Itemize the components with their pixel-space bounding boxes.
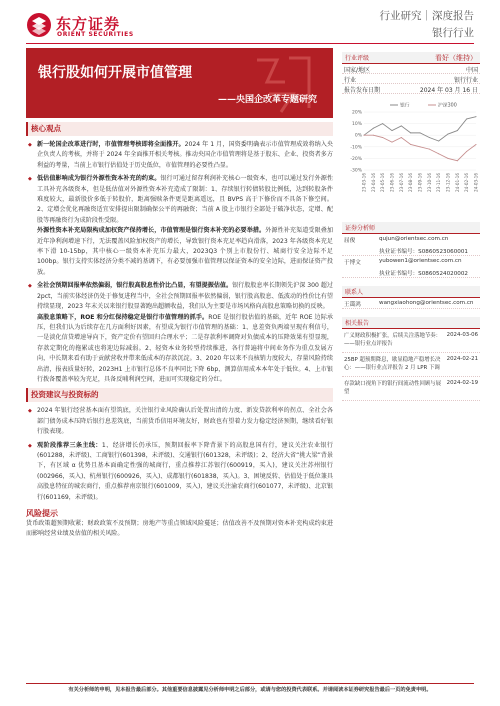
banner-decoration-icon — [249, 50, 321, 116]
analyst-name: 屈俊 — [344, 238, 356, 244]
paragraph-text: ROE 是银行股估值的基础，近年 ROE 边际承压，但我们认为后续存在几方面利好因素，有望成为银行市值管理的基础：1、息差资负两端呈现有利信号，一是淡化信贷增速导向下，资产定价有望回归合理水平；二是存款利率调降对负债成本的压降效果有望显现，存款定期化的拖累或也将迎边际减弱。2、轻资本业务转型持续推进，各行普遍将中间业务作为重点发展方向，中长期来看有助于贡献营收并带来低成本的存款沉淀。3、2020 年以来不良核销力度较大，存量风险持续出清，报表质量好转，2023H1 上市银行总体不良率同比下降 6bp，测算信用成本本年处于低位。4、上市银行拨备覆盖率较为充足，具备反哺利润空间，进而可实现稳定的分红。 — [37, 313, 333, 383]
header-divider — [26, 43, 474, 44]
data-point — [438, 141, 439, 142]
data-point — [392, 130, 393, 131]
bullet-icon: ◆ — [28, 176, 32, 183]
paragraph-lead: 全社会预期回报率依然偏弱，银行股高股息性价比凸显，有望提振估值。 — [37, 282, 233, 290]
core-view-paragraph — [26, 140, 333, 171]
bullet-icon: ◆ — [28, 142, 32, 148]
section-core-view — [26, 122, 333, 136]
brand-name-cn: 东方证券 — [56, 15, 121, 33]
related-report-title[interactable]: 存款缺口视角下的银行间流动性回顾与展望 — [344, 381, 442, 395]
x-tick-label: 24-03-16 — [473, 173, 479, 193]
data-point — [420, 146, 421, 147]
invest-paragraph — [26, 406, 333, 437]
related-report[interactable] — [342, 353, 480, 377]
main-content — [26, 122, 333, 539]
analyst-email[interactable]: yubowen1@orientsec.com.cn — [379, 258, 462, 264]
data-point — [457, 160, 458, 161]
section-marker — [26, 122, 28, 136]
risk-title: 风险提示 — [26, 509, 58, 518]
legend-label: 银行 — [400, 103, 410, 109]
related-report-title[interactable]: 25BP 超预期降息，歇显稳地产稳增长决心：——银行业点评报告 2 月 LPR 下调 — [344, 357, 441, 371]
analyst-row — [342, 267, 480, 278]
analyst-email[interactable]: qujun@orientsec.com.cn — [379, 236, 449, 242]
info-key: 行业 — [344, 77, 357, 84]
paragraph-text: 2024 年 1 月，国资委明确表示市值管理成效将纳入央企负责人的考核，并将于 2024 年全面推开相关考核。推动央国企市值管理将是基于股东、企业、投资者多方利益的考量，当前上市银行估值处于历史低位，市值管理的必要性凸显。 — [37, 141, 334, 169]
analyst-row — [342, 234, 480, 245]
analyst-row — [342, 245, 480, 256]
info-row — [342, 64, 480, 74]
data-point — [466, 151, 467, 152]
analysts-heading-bar — [342, 222, 480, 234]
data-point — [373, 135, 374, 136]
section-invest — [26, 388, 333, 402]
y-tick-label: 10% — [351, 122, 362, 128]
report-type: 行业研究｜深度报告 — [379, 10, 474, 22]
x-tick-label: 23-03-16 — [361, 173, 367, 193]
x-tick-label: 23-06-16 — [389, 173, 395, 193]
analyst-name: 于博文 — [344, 260, 361, 266]
related-report-date: 2024-03-06 — [446, 332, 478, 338]
info-key: 报告发布日期 — [344, 87, 381, 94]
disclaimer-footer: 有关分析师的申明，见本报告最后部分。其他重要信息披露见分析师申明之后部分，或请与您的投资代表联系。并请阅读本证券研究报告最后一页的免责申明。 — [68, 687, 432, 693]
contact-heading-bar — [342, 286, 480, 298]
x-tick-label: 23-05-16 — [380, 173, 386, 193]
related-report-title[interactable]: 广义财政积极扩张，后续关注落地节奏：——银行业点评报告 — [344, 333, 442, 347]
core-view-paragraph — [26, 281, 333, 312]
x-tick-label: 23-09-16 — [417, 173, 423, 193]
paragraph-lead: 外源性资本补充局限构成加权资产保持增长，市值管理是银行资本补充的必要举措。 — [37, 227, 266, 235]
y-tick-label: -30% — [350, 168, 362, 174]
report-industry: 银行行业 — [432, 27, 474, 39]
y-tick-label: -10% — [350, 145, 362, 151]
bullet-icon: ◆ — [28, 283, 32, 290]
x-tick-label: 23-11-16 — [436, 173, 442, 193]
data-point — [457, 130, 458, 131]
paragraph-text: 1、经济增长仍承压，预期回报率下降背景下的高股息国有行，建议关注农业银行(601288，未评级)、工商银行(601398，未评级)、交通银行(601328，未评级)；2、经济大省“挑大梁”背景下，有区域 α 优势且基本面确定性强的城商行，重点推荐江苏银行(600919，买入)，建议关注苏州银行(002966，买入)、杭州银行(600926，买入)、成都银行(601838，买入)。3、困境反转、估值处于低位兼具高股息特征的城农商行，重点推荐南京银行(601009，买入)，建议关注渝农商行(601077，未评级)、北京银行(601169，未评级)。 — [37, 441, 333, 501]
paragraph-lead: 低估值影响成为银行外源性资本补充的约束。 — [37, 175, 161, 183]
data-point — [429, 137, 430, 138]
y-tick-label: -20% — [350, 156, 362, 162]
related-report-date: 2024-02-21 — [446, 356, 478, 362]
risk-body: 货币政策超预期收紧；财政政策不及预期；房地产等重点领域风险蔓延；估值改善不及预期对资本补充构成约束进而影响经营业绩及估值的相关风险。 — [26, 520, 333, 537]
sidebar — [342, 52, 480, 401]
core-view-paragraph — [26, 313, 333, 386]
brand-logo — [26, 12, 146, 40]
title-banner — [26, 48, 333, 118]
data-point — [382, 123, 383, 124]
rating-value: 看好（维持） — [435, 54, 477, 62]
brand-mark-icon — [26, 12, 52, 38]
analyst-row — [342, 256, 480, 267]
related-heading: 相关报告 — [345, 320, 370, 327]
data-point — [410, 144, 411, 145]
x-tick-label: 23-07-16 — [398, 173, 404, 193]
data-point — [420, 132, 421, 133]
brand-name-en: ORIENT SECURITIES — [57, 31, 134, 38]
footer-divider — [26, 683, 474, 684]
y-tick-label: 0% — [354, 133, 362, 139]
data-point — [466, 118, 467, 119]
contact-row — [342, 298, 480, 309]
paragraph-text: 银行股股息率长期领先沪深 300 超过 2pct，当前实体经济仍处于修复进程当中，全社会预期回报率依然偏弱，银行股高股息、低波动的性价比有望持续显现，2023 年末关以来银行股显著跑出超额收益，我们认为主要是市场风格向高股息策略切换的反映。 — [37, 282, 333, 311]
data-point — [476, 144, 477, 145]
contact-email[interactable]: wangxiaohong@orientsec.com.cn — [379, 300, 474, 306]
data-point — [448, 158, 449, 159]
data-point — [401, 125, 402, 126]
info-row — [342, 74, 480, 84]
performance-chart — [342, 100, 480, 210]
x-tick-label: 23-08-16 — [408, 173, 414, 193]
paragraph-lead: 新一轮国企改革进行时，市值管理考核即将全面推开。 — [37, 141, 185, 148]
bullet-icon: ◆ — [28, 442, 32, 449]
y-tick-label: 20% — [351, 110, 362, 116]
info-value: 2024 年 03 月 16 日 — [419, 87, 478, 94]
info-key: 国家/地区 — [344, 67, 371, 74]
contact-heading: 联系人 — [345, 289, 364, 296]
section-title: 核心观点 — [31, 124, 61, 133]
invest-paragraph — [26, 441, 333, 503]
report-title: 银行股如何开展市值管理 — [38, 65, 192, 81]
paragraph-lead: 观阶段推荐三条主线： — [37, 441, 102, 449]
info-value: 银行行业 — [453, 77, 478, 84]
rating-label: 行业评级 — [345, 55, 370, 62]
paragraph-text: 外源性补充渠道受限叠加近年净利润增速下行，无法覆盖风险加权资产的增长，导致银行资本充足率趋向滑落，2023 年各级资本充足率下滑 10-15bp，其中核心一级资本补充压力最大，2023Q3 个别上市股份行、城商行安全边际不足 100bp。银行支持实体经济分类不减的基调下，有必要加强市值管理以保证资本的安全边际，进而保证资产投放。 — [37, 227, 334, 276]
related-heading-bar — [342, 317, 480, 329]
data-point — [401, 137, 402, 138]
analyst-license: 执业证书编号：S0860524020002 — [379, 271, 468, 277]
section-title: 投资建议与投资标的 — [31, 390, 99, 400]
info-value: 中国 — [465, 67, 478, 74]
x-tick-label: 23-10-16 — [426, 173, 432, 193]
series-line-csi300 — [364, 135, 476, 161]
data-point — [373, 128, 374, 129]
rating-bar — [342, 52, 480, 64]
paragraph-lead: 高股息策略下，ROE 和分红保持稳定是银行市值管理的抓手。 — [37, 313, 209, 321]
report-subtitle: ——央国企改革专题研究 — [217, 95, 317, 105]
data-point — [429, 149, 430, 150]
section-marker — [26, 388, 28, 402]
data-point — [476, 116, 477, 117]
x-tick-label: 23-12-16 — [445, 173, 451, 193]
x-tick-label: 24-02-16 — [464, 173, 470, 193]
related-report[interactable] — [342, 377, 480, 401]
data-point — [448, 134, 449, 135]
related-report-date: 2024-02-19 — [446, 380, 478, 386]
x-tick-label: 23-04-16 — [370, 173, 376, 193]
related-report[interactable] — [342, 329, 480, 353]
paragraph-text: 银行可通过留存利润补充核心一级资本，也可以通过发行外源性工具补充各级资本，但是低估值对外源性资本补充造成了限制：1、存续银行转债转股比例低，达到转股条件难度较大，最新股价多低于转股价，距离强赎条件更是距离遥远，且 BVPS 高于下修价而不具备下修空间。2、定增会优化再融资适宜安排提出限制确保公平的再融资；当前 A 股上市银行全部处于破净状态，定增、配股等再融资行为成阶段性受限。 — [37, 175, 334, 224]
paragraph-text: 2024 年银行经营基本面有望筑底，关注银行业风险确认后处置出清的力度、新发贷款利率的拐点、全社会各部门债务成本压降后银行息差筑底，当前货币信用环境友好，财政也有望着力发力稳定经济预期，继续看好银行股表现。 — [37, 407, 333, 436]
data-point — [410, 132, 411, 133]
bullet-icon: ◆ — [28, 408, 32, 415]
data-point — [392, 142, 393, 143]
legend-label: 沪深300 — [438, 103, 457, 109]
core-view-paragraph — [26, 226, 333, 278]
info-row — [342, 84, 480, 94]
analysts-heading: 证券分析师 — [345, 225, 376, 232]
core-view-paragraph — [26, 174, 333, 226]
data-point — [438, 153, 439, 154]
data-point — [382, 137, 383, 138]
data-point — [364, 135, 365, 136]
analyst-license: 执业证书编号：S0860523060001 — [379, 249, 468, 255]
x-tick-label: 24-01-16 — [454, 173, 460, 193]
contact-name: 王霭鸿 — [344, 302, 361, 308]
